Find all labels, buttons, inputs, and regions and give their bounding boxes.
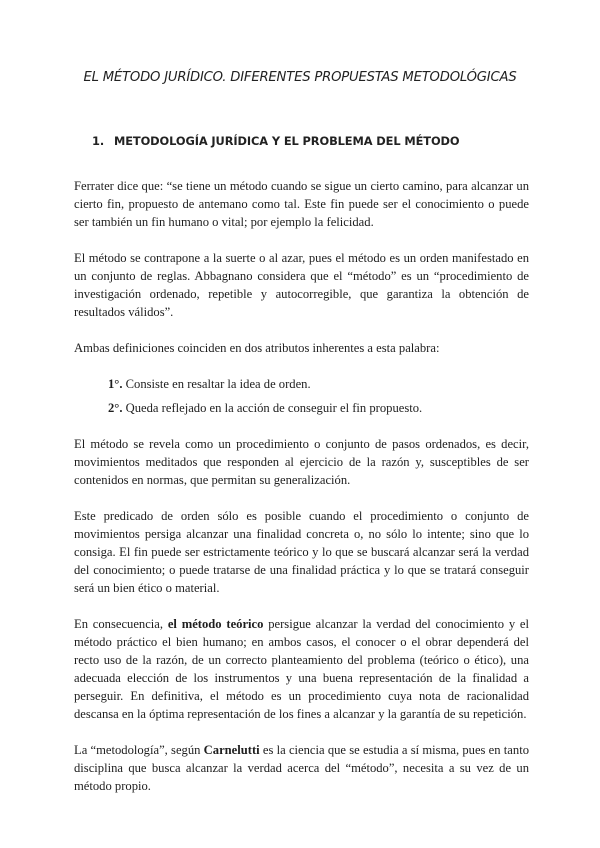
document-title: EL MÉTODO JURÍDICO. DIFERENTES PROPUESTAS METODOLÓGICAS xyxy=(83,70,517,85)
section-title: METODOLOGÍA JURÍDICA Y EL PROBLEMA DEL MÉTODO xyxy=(114,134,460,148)
paragraph-7 xyxy=(74,741,529,795)
paragraph-3: Ambas definiciones coinciden en dos atributos inherentes a esta palabra: xyxy=(74,341,440,355)
document-body xyxy=(74,177,529,813)
section-heading xyxy=(92,134,459,148)
paragraph-7-rest: es la ciencia que se estudia a sí misma, pues en tanto disciplina que busca alcanzar la verdad acerca del “método”, necesita a su vez de un método propio. xyxy=(74,743,529,793)
list-text: Consiste en resaltar la idea de orden. xyxy=(125,377,311,391)
list-marker: 1°. xyxy=(108,377,123,391)
list-marker: 2°. xyxy=(108,401,123,415)
paragraph-6-emphasis: el método teórico xyxy=(167,617,264,631)
list-item xyxy=(108,399,529,417)
section-number: 1. xyxy=(92,134,105,148)
paragraph-1: Ferrater dice que: “se tiene un método cuando se sigue un cierto camino, para alcanzar un cierto fin, propuesto de antemano como tal. Este fin puede ser el conocimiento o puede ser también un fin humano o vital; por ejemplo la felicidad. xyxy=(74,179,529,229)
paragraph-7-emphasis: Carnelutti xyxy=(203,743,260,757)
list-item xyxy=(108,375,529,393)
paragraph-6-rest: persigue alcanzar la verdad del conocimiento y el método práctico el bien humano; en ambos casos, el conocer o el obrar dependerá del recto uso de la razón, de un correcto planteamiento del problema (teórico o ético), una adecuada elección de los instrumentos y una buena representación de la finalidad a perseguir. En definitiva, el método es un procedimiento cuya nota de racionalidad descansa en la óptima representación de los fines a alcanzar y la garantía de su repetición. xyxy=(74,617,529,721)
paragraph-5: Este predicado de orden sólo es posible cuando el procedimiento o conjunto de movimientos persiga alcanzar una finalidad concreta o, no sólo lo intente; sino que lo consiga. El fin puede ser estrictamente teórico y lo que se buscará alcanzar será la verdad del conocimiento; o puede tratarse de una finalidad práctica y lo que se tratará conseguir será un bien ético o material. xyxy=(74,509,529,595)
paragraph-2: El método se contrapone a la suerte o al azar, pues el método es un orden manifestado en un conjunto de reglas. Abbagnano considera que el “método” es un “procedimiento de investigación ordenado, repetible y autocorregible, que garantiza la obtención de resultados válidos”. xyxy=(74,251,529,319)
paragraph-6 xyxy=(74,615,529,723)
paragraph-7-intro: La “metodología”, según xyxy=(74,743,204,757)
paragraph-4: El método se revela como un procedimiento o conjunto de pasos ordenados, es decir, movimientos meditados que responden al ejercicio de la razón y, susceptibles de ser contenidos en normas, que permitan su generalización. xyxy=(74,437,529,487)
list-text: Queda reflejado en la acción de conseguir el fin propuesto. xyxy=(125,401,423,415)
paragraph-6-intro: En consecuencia, xyxy=(74,617,168,631)
